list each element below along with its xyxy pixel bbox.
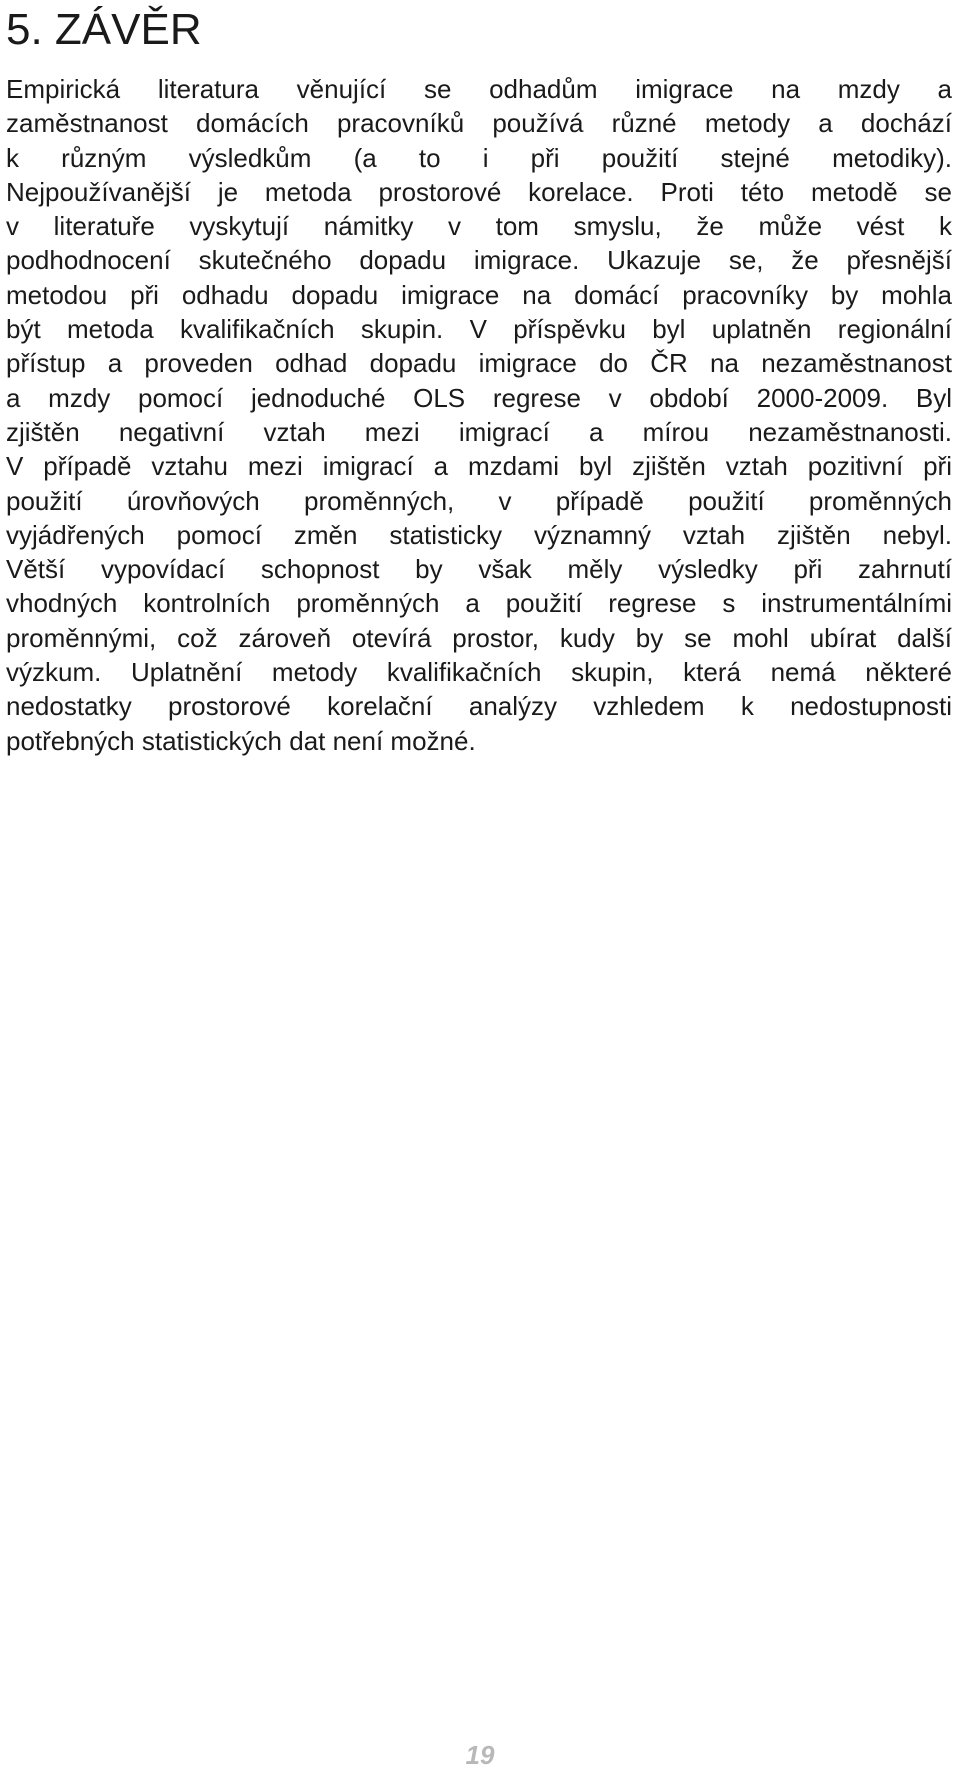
paragraph-line: nedostatky prostorové korelační analýzy vzhledem k nedostupnosti [6, 691, 952, 722]
paragraph-line: proměnnými, což zároveň otevírá prostor, kudy by se mohl ubírat další [6, 622, 952, 653]
paragraph-line: Empirická literatura věnující se odhadům imigrace na mzdy a [6, 74, 952, 104]
paragraph-line: v literatuře vyskytují námitky v tom smyslu, že může vést k [6, 211, 952, 242]
paragraph-line: a mzdy pomocí jednoduché OLS regrese v období 2000-2009. Byl [6, 382, 952, 413]
paragraph-line: zaměstnanost domácích pracovníků používá různé metody a dochází [6, 108, 952, 139]
paragraph-line: metodou při odhadu dopadu imigrace na domácí pracovníky by mohla [6, 279, 952, 310]
paragraph-line: použití úrovňových proměnných, v případě použití proměnných [6, 485, 952, 516]
conclusion-paragraph [6, 72, 952, 758]
paragraph-line: zjištěn negativní vztah mezi imigrací a mírou nezaměstnanosti. [6, 416, 952, 447]
paragraph-line: podhodnocení skutečného dopadu imigrace. Ukazuje se, že přesnější [6, 245, 952, 276]
page-number: 19 [465, 1740, 495, 1770]
section-heading: 5. ZÁVĚR [6, 5, 202, 54]
paragraph-line: k různým výsledkům (a to i při použití stejné metodiky). [6, 142, 952, 173]
paragraph-line: V případě vztahu mezi imigrací a mzdami byl zjištěn vztah pozitivní při [6, 451, 952, 482]
paragraph-line: vhodných kontrolních proměnných a použití regrese s instrumentálními [6, 588, 952, 619]
paragraph-line: Nejpoužívanější je metoda prostorové korelace. Proti této metodě se [6, 176, 952, 207]
paragraph-line: být metoda kvalifikačních skupin. V příspěvku byl uplatněn regionální [6, 314, 952, 345]
paragraph-line: vyjádřených pomocí změn statisticky významný vztah zjištěn nebyl. [6, 519, 952, 550]
paragraph-line: výzkum. Uplatnění metody kvalifikačních skupin, která nemá některé [6, 657, 952, 688]
paragraph-line: potřebných statistických dat není možné. [6, 725, 476, 756]
paragraph-line: přístup a proveden odhad dopadu imigrace do ČR na nezaměstnanost [6, 348, 952, 379]
paragraph-line: Větší vypovídací schopnost by však měly výsledky při zahrnutí [6, 554, 952, 585]
